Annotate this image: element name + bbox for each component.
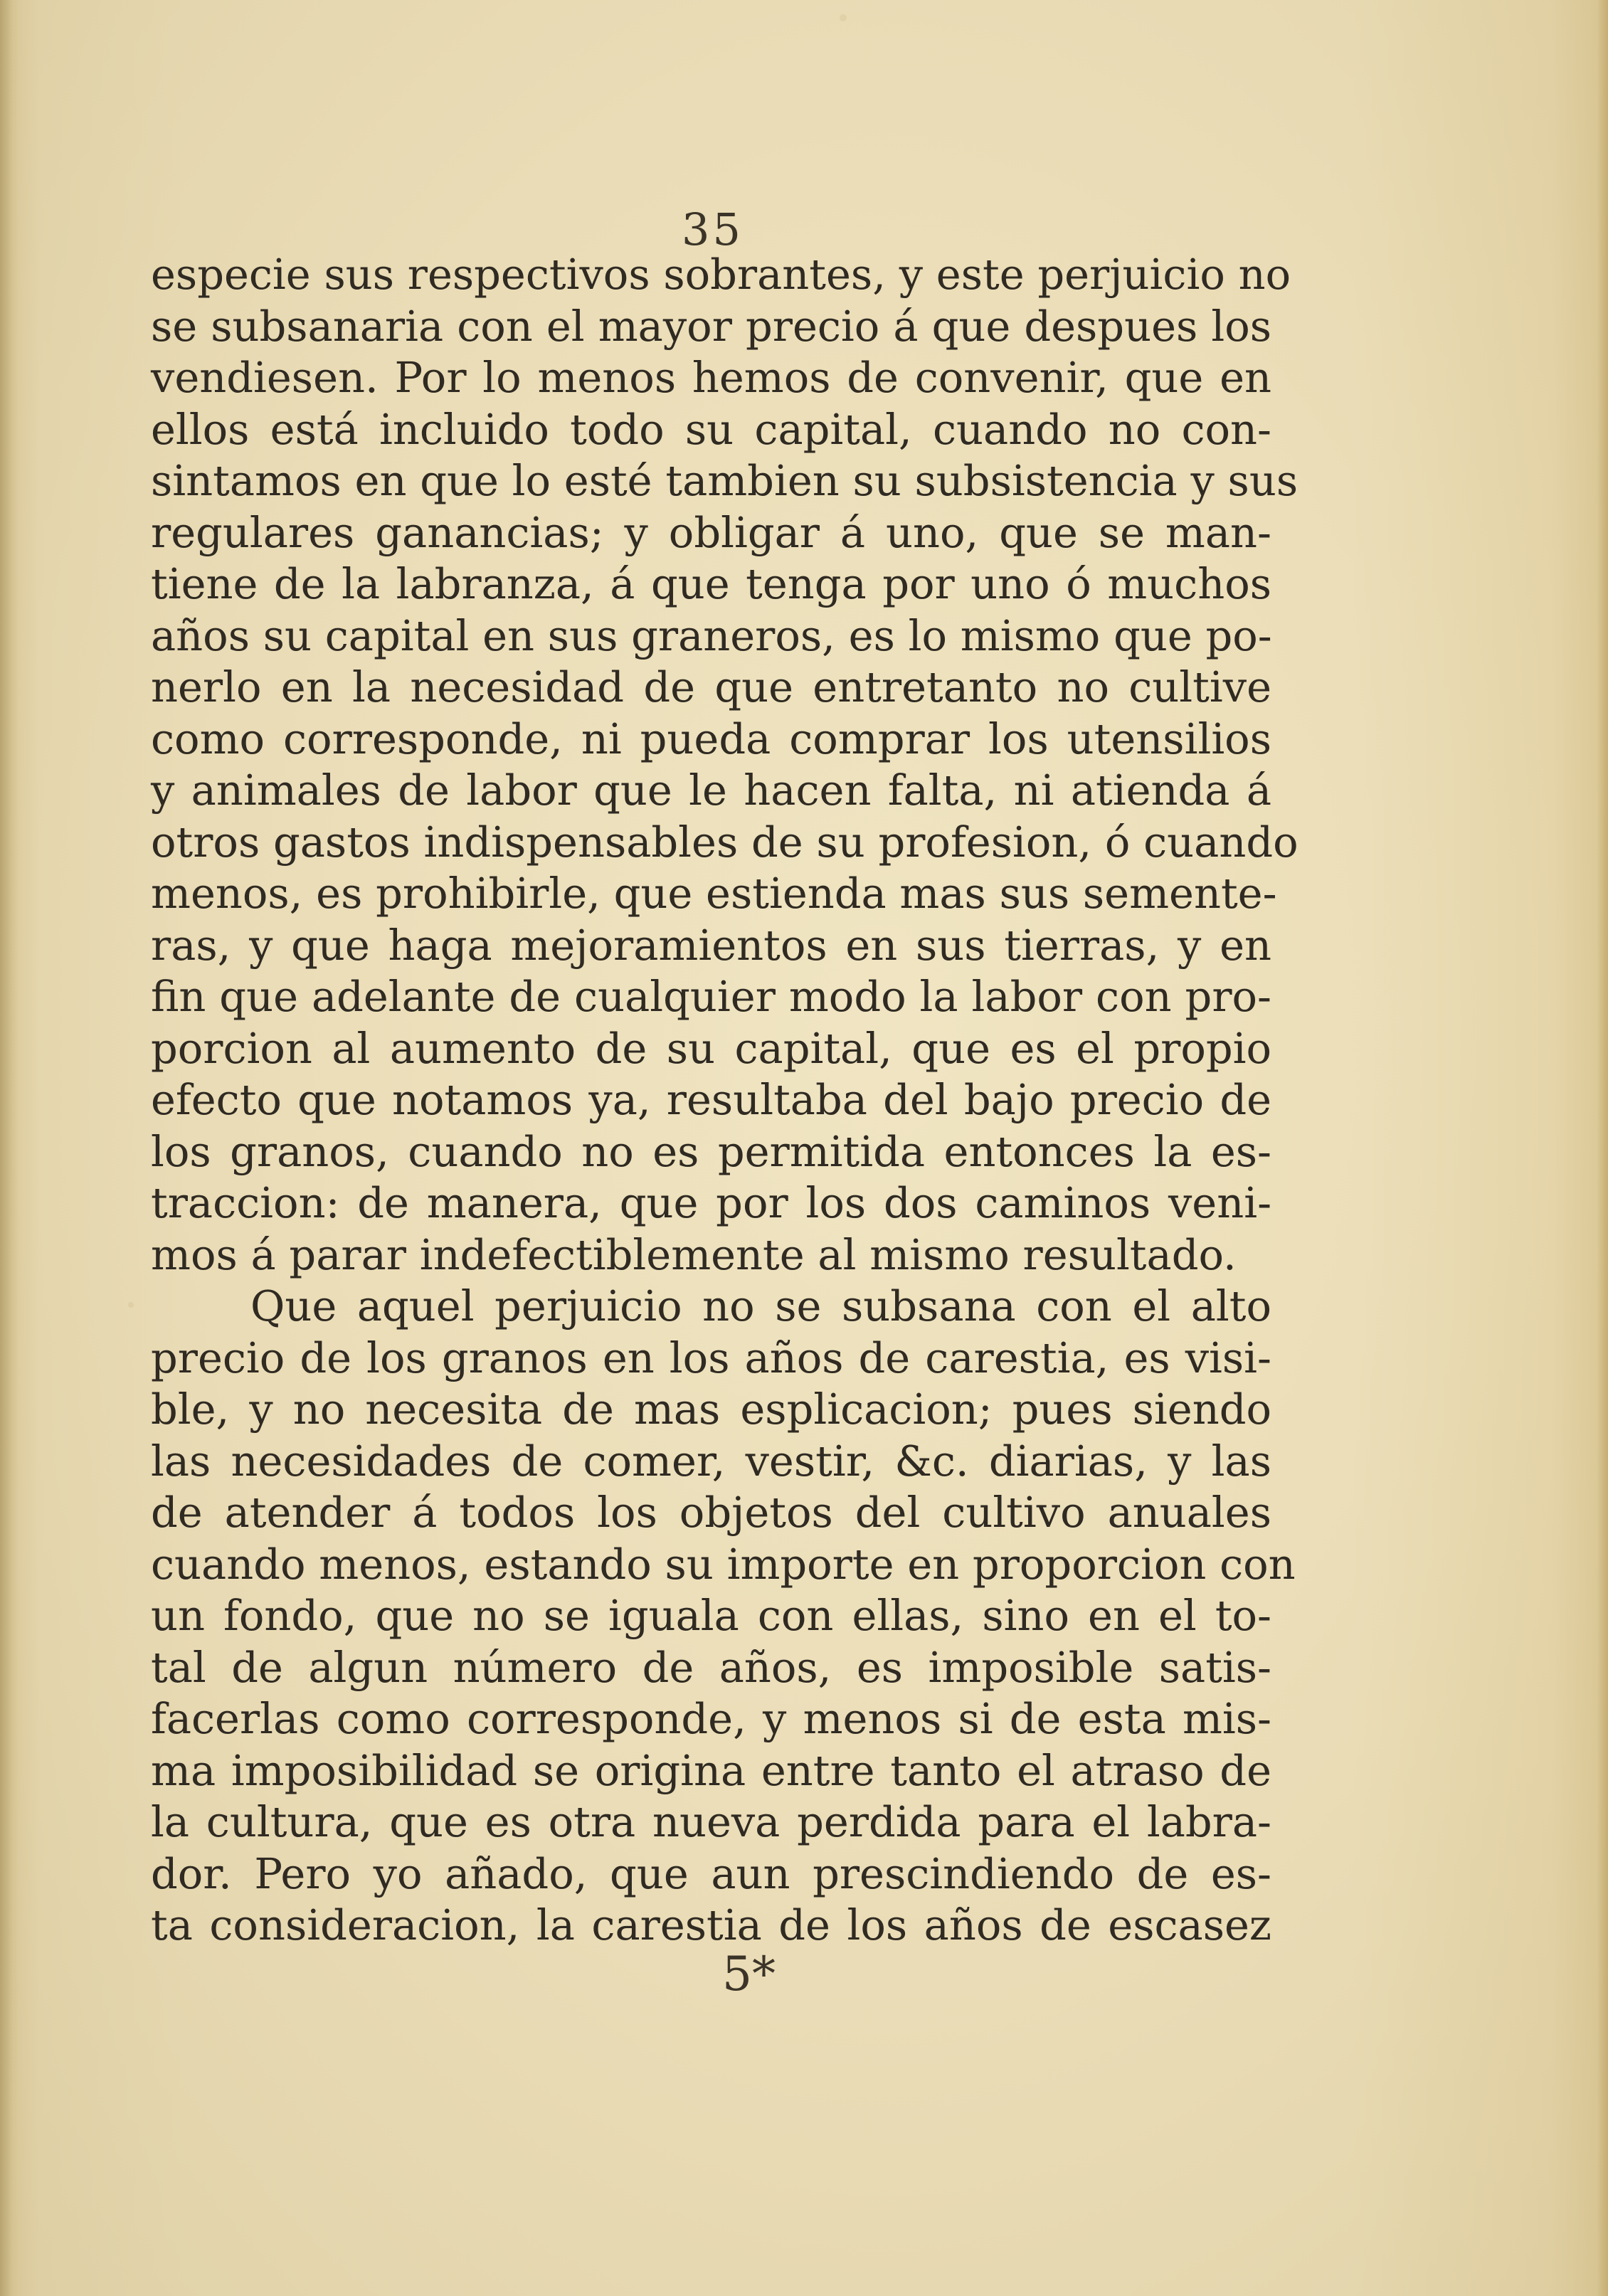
page-edge <box>1597 0 1608 2296</box>
text-line: especie sus respectivos sobrantes, y este perjuicio no <box>151 250 1291 299</box>
text-line: las necesidades de comer, vestir, &c. diarias, y las <box>151 1436 1271 1486</box>
text-line: tal de algun número de años, es imposible satis- <box>151 1642 1271 1692</box>
text-line: menos, es prohibirle, que estienda mas sus semente- <box>151 869 1277 918</box>
text-line: se subsanaria con el mayor precio á que despues los <box>151 301 1271 351</box>
signature-mark: 5* <box>722 1947 776 2001</box>
text-line: otros gastos indispensables de su profesion, ó cuando <box>151 817 1298 867</box>
text-line: cuando menos, estando su importe en proporcion con <box>151 1539 1296 1589</box>
text-line: facerlas como corresponde, y menos si de esta mis- <box>151 1694 1271 1743</box>
text-line: regulares ganancias; y obligar á uno, que se man- <box>151 507 1271 557</box>
text-line: los granos, cuando no es permitida entonces la es- <box>151 1126 1271 1176</box>
text-line: sintamos en que lo esté tambien su subsistencia y sus <box>151 456 1298 505</box>
text-line: porcion al aumento de su capital, que es el propio <box>151 1023 1271 1073</box>
paragraph-end-line: mos á parar indefectiblemente al mismo resultado. <box>151 1229 1237 1279</box>
text-line: vendiesen. Por lo menos hemos de convenir, que en <box>151 353 1271 402</box>
paragraph-start-line: Que aquel perjuicio no se subsana con el alto <box>250 1281 1271 1330</box>
text-line: precio de los granos en los años de carestia, es visi- <box>151 1333 1271 1382</box>
body-text <box>151 249 1298 1952</box>
text-line: un fondo, que no se iguala con ellas, sino en el to- <box>151 1591 1271 1640</box>
text-line: efecto que notamos ya, resultaba del bajo precio de <box>151 1075 1271 1124</box>
foxing-spot <box>128 1302 134 1308</box>
text-line: ellos está incluido todo su capital, cuando no con- <box>151 404 1271 454</box>
foxing-spot <box>840 14 847 21</box>
spine-shadow <box>0 0 18 2296</box>
text-line: ta consideracion, la carestia de los años de escasez <box>151 1900 1271 1950</box>
text-line: como corresponde, ni pueda comprar los utensilios <box>151 714 1271 763</box>
text-line: de atender á todos los objetos del cultivo anuales <box>151 1488 1271 1537</box>
text-line: la cultura, que es otra nueva perdida para el labra- <box>151 1797 1271 1846</box>
text-line: dor. Pero yo añado, que aun prescindiendo de es- <box>151 1848 1271 1898</box>
text-line: años su capital en sus graneros, es lo mismo que po- <box>151 610 1272 660</box>
text-line: ble, y no necesita de mas esplicacion; pues siendo <box>151 1385 1271 1434</box>
text-line: tiene de la labranza, á que tenga por uno ó muchos <box>151 559 1271 608</box>
text-line: ma imposibilidad se origina entre tanto el atraso de <box>151 1745 1271 1795</box>
text-line: ras, y que haga mejoramientos en sus tierras, y en <box>151 920 1271 970</box>
page-number: 35 <box>682 203 744 255</box>
text-line: fin que adelante de cualquier modo la labor con pro- <box>151 972 1271 1021</box>
text-line: nerlo en la necesidad de que entretanto no cultive <box>151 662 1271 711</box>
text-line: y animales de labor que le hacen falta, ni atienda á <box>151 766 1271 815</box>
text-line: traccion: de manera, que por los dos caminos veni- <box>151 1178 1271 1227</box>
